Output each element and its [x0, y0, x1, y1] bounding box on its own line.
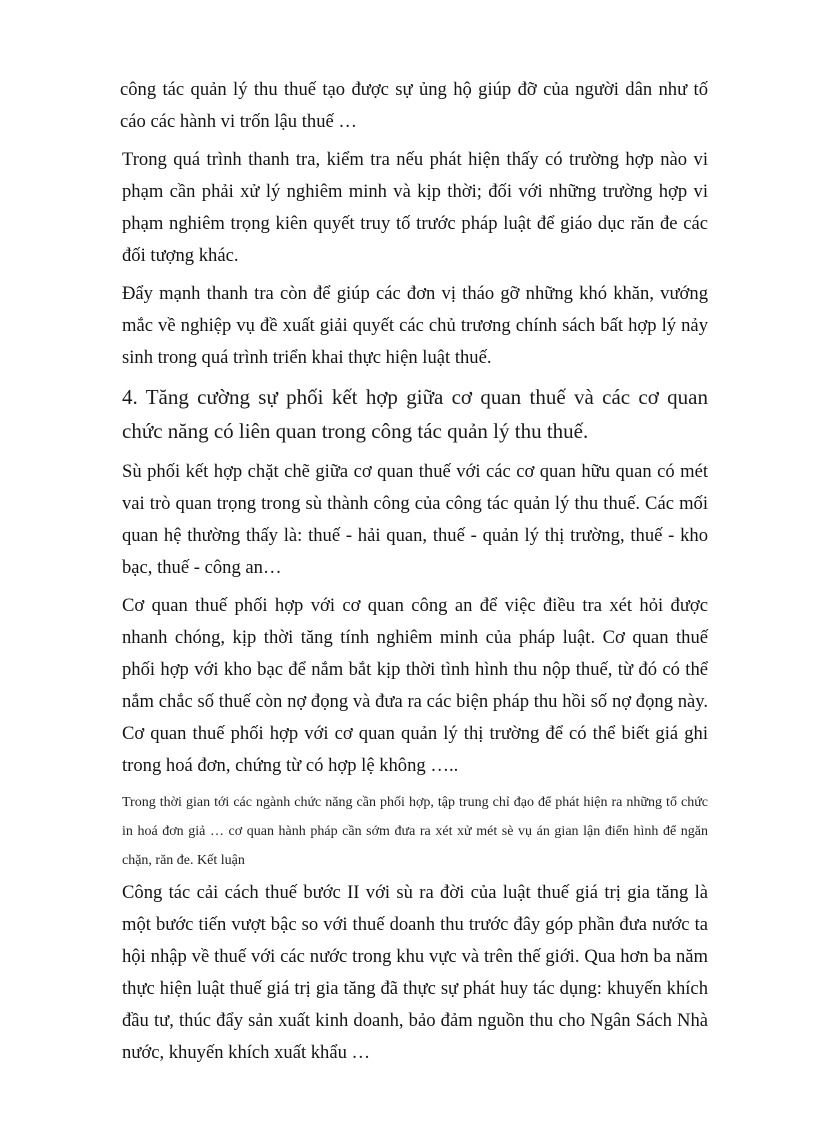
paragraph-inspection: Trong quá trình thanh tra, kiểm tra nếu phát hiện thấy có trường hợp nào vi phạm cần phải xử lý nghiêm minh và kịp thời; đối với những trường hợp vi phạm nghiêm trọng kiên quyết truy tố trước pháp luật để giáo dục răn đe các đối tượng khác.: [122, 149, 708, 266]
paragraph-agencies: Cơ quan thuế phối hợp với cơ quan công an để việc điều tra xét hỏi được nhanh chóng, kịp thời tăng tính nghiêm minh của pháp luật. Cơ quan thuế phối hợp với kho bạc để nắm bắt kịp thời tình hình thu nộp thuế, từ đó có thể nắm chắc số thuế còn nợ đọng và đưa ra các biện pháp thu hồi số nợ đọng này. Cơ quan thuế phối hợp với cơ quan quản lý thị trường để có thể biết giá ghi trong hoá đơn, chứng từ có hợp lệ không …..: [122, 595, 708, 776]
paragraph-coordination: Sù phối kết hợp chặt chẽ giữa cơ quan thuế với các cơ quan hữu quan có mét vai trò quan trọng trong sù thành công của công tác quản lý thu thuế. Các mối quan hệ thường thấy là: thuế - hải quan, thuế - quản lý thị trường, thuế - kho bạc, thuế - công an…: [122, 461, 708, 578]
paragraph-push-inspection: Đẩy mạnh thanh tra còn để giúp các đơn vị tháo gỡ những khó khăn, vướng mắc về nghiệp vụ đề xuất giải quyết các chủ trương chính sách bất hợp lý nảy sinh trong quá trình triển khai thực hiện luật thuế.: [122, 283, 708, 368]
paragraph-conclusion: Công tác cải cách thuế bước II với sù ra đời của luật thuế giá trị gia tăng là một bước tiến vượt bậc so với thuế doanh thu trước đây góp phần đưa nước ta hội nhập về thuế với các nước trong khu vực và trên thế giới. Qua hơn ba năm thực hiện luật thuế giá trị gia tăng đã thực sự phát huy tác dụng: khuyến khích đầu tư, thúc đẩy sản xuất kinh doanh, bảo đảm nguồn thu cho Ngân Sách Nhà nước, khuyến khích xuất khẩu …: [122, 882, 708, 1063]
section-heading: 4. Tăng cường sự phối kết hợp giữa cơ quan thuế và các cơ quan chức năng có liên quan trong công tác quản lý thu thuế.: [122, 385, 708, 443]
paragraph-small-print: Trong thời gian tới các ngành chức năng cần phối hợp, tập trung chỉ đạo để phát hiện ra những tổ chức in hoá đơn giả … cơ quan hành pháp cần sớm đưa ra xét xử mét sè vụ án gian lận điển hình để ngăn chặn, răn đe. Kết luận: [122, 795, 708, 868]
paragraph-continuation: công tác quản lý thu thuế tạo được sự ủng hộ giúp đỡ của người dân như tố cáo các hành vi trốn lậu thuế …: [120, 79, 708, 132]
